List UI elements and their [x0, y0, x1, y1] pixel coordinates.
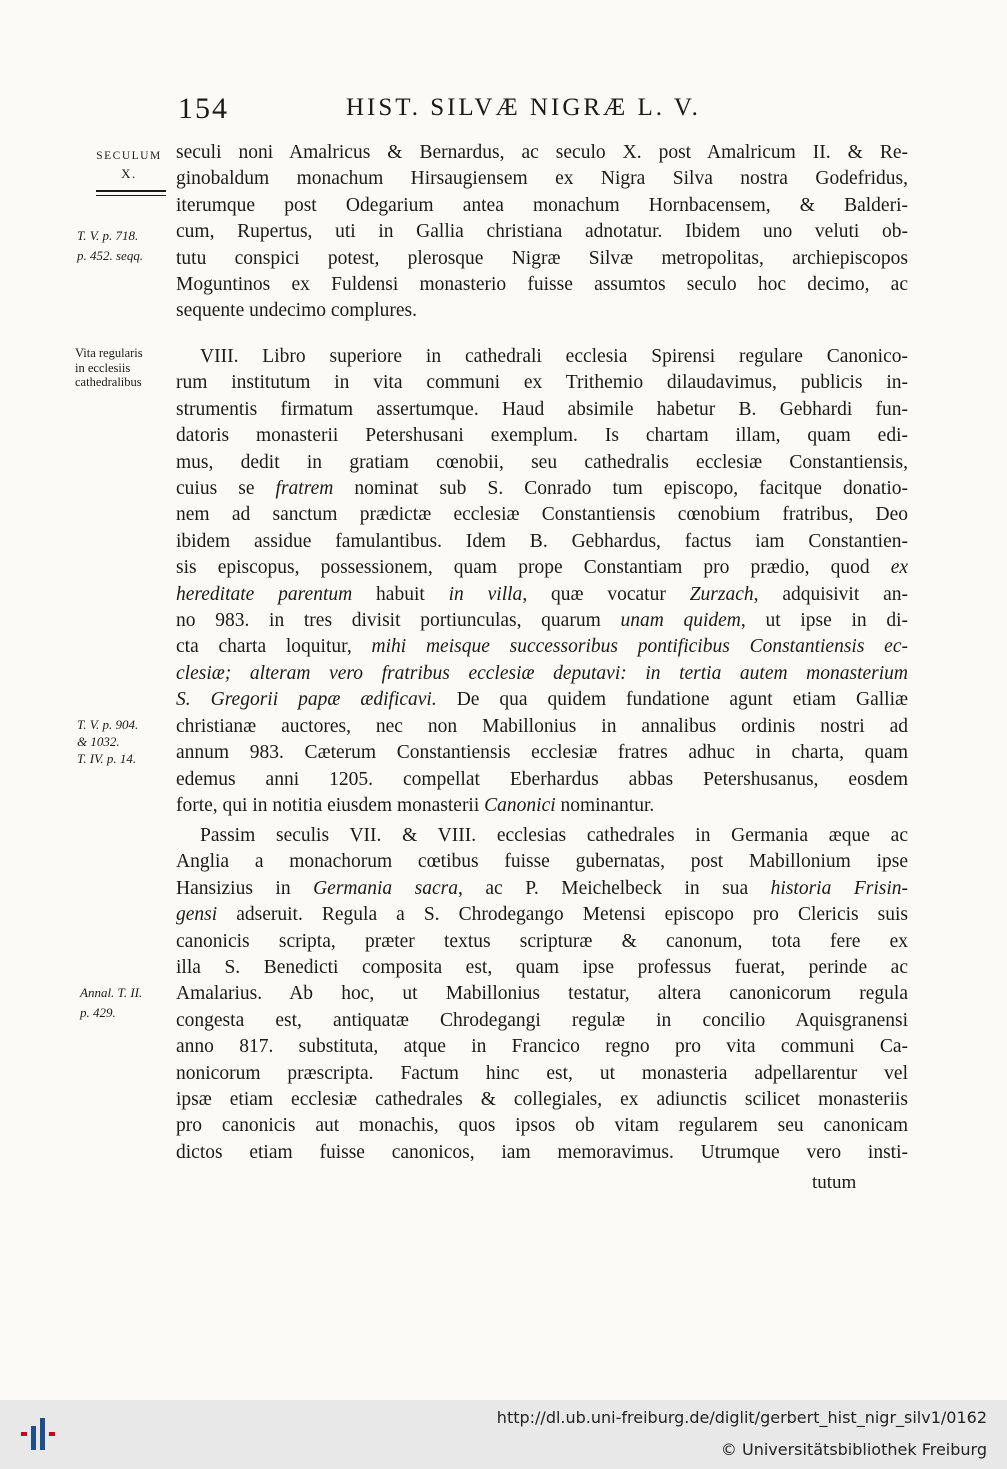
text-run: nominat sub S. Conrado tum episcopo, facitque donatio- — [354, 478, 908, 500]
page-header — [178, 92, 918, 128]
italic-run: historia Frisin- — [770, 877, 909, 899]
text-line — [176, 555, 908, 581]
copyright-text: © Universitätsbibliothek Freiburg — [720, 1440, 987, 1459]
permalink-url[interactable]: http://dl.ub.uni-freiburg.de/diglit/gerbert_hist_nigr_silv1/0162 — [496, 1408, 987, 1427]
text-line: VIII. Libro superiore in cathedrali ecclesia Spirensi regulare Canonico- — [200, 346, 908, 367]
text-line: ibidem assidue famulantibus. Idem B. Gebhardus, factus iam Constantien- — [176, 530, 908, 552]
margin-ref-line: T. V. p. 904. — [77, 717, 139, 732]
ornamental-rule — [96, 190, 166, 196]
text-run: adseruit. Regula a S. Chrodegango Metensi episcopo pro Clericis suis — [236, 904, 909, 926]
text-line: rum institutum in vita communi ex Trithemio dilaudavimus, publicis in- — [176, 372, 908, 394]
text-line — [176, 476, 908, 502]
text-run: , ut ipse in di- — [740, 610, 908, 632]
paragraph-2 — [176, 344, 908, 819]
margin-note-ref-annal — [80, 983, 142, 1023]
text-run: , quæ vocatur — [522, 583, 666, 605]
italic-run: ex — [890, 557, 908, 579]
margin-ref-line: p. 452. seqq. — [77, 248, 144, 263]
paragraph-1 — [176, 140, 908, 325]
text-line: canonicis scripta, præter textus scripturæ & canonum, tota fere ex — [176, 930, 908, 952]
text-run: sis episcopus, possessionem, quam prope Constantiam pro prædio, quod — [176, 557, 870, 579]
margin-note-line: Vita regularis — [75, 346, 143, 360]
margin-ref-line: T. IV. p. 14. — [77, 751, 137, 766]
text-line — [176, 661, 908, 687]
italic-run: Zurzach — [689, 583, 754, 605]
text-run: habuit — [376, 583, 425, 605]
text-line: ipsæ etiam ecclesiæ cathedrales & collegiales, ex adiunctis scilicet monasteriis — [176, 1089, 908, 1111]
margin-ref-line: Annal. T. II. — [80, 985, 143, 1000]
text-run: Hansizius in — [176, 877, 291, 899]
text-line: Amalarius. Ab hoc, ut Mabillonius testatur, altera canonicorum regula — [176, 983, 908, 1005]
text-line: sequente undecimo complures. — [176, 300, 417, 322]
italic-run: Canonici — [484, 794, 556, 816]
text-run: no 983. in tres divisit portiunculas, quarum — [176, 610, 601, 632]
text-line: Moguntinos ex Fuldensi monasterio fuisse assumtos seculo hoc decimo, ac — [176, 274, 908, 296]
text-line: datoris monasterii Petershusani exemplum. Is chartam illam, quam edi- — [176, 425, 908, 447]
text-run: , adquisivit an- — [753, 583, 909, 605]
text-line: strumentis firmatum assertumque. Haud absimile habetur B. Gebhardi fun- — [176, 398, 908, 420]
margin-seculum-label: SECULUM — [96, 150, 162, 162]
paragraph-3 — [176, 823, 908, 1166]
text-line — [176, 687, 908, 713]
catchword: tutum — [812, 1172, 857, 1193]
text-line: nem ad sanctum prædictæ ecclesiæ Constantiensis cœnobium fratribus, Deo — [176, 504, 908, 526]
text-line: anno 817. substituta, atque in Francico regno pro vita communi Ca- — [176, 1036, 908, 1058]
text-line: iterumque post Odegarium antea monachum Hornbacensem, & Balderi- — [176, 194, 908, 216]
text-line — [176, 793, 908, 819]
margin-ref-line: p. 429. — [80, 1005, 116, 1020]
italic-run: S. Gregorii papæ ædificavi. — [176, 689, 437, 711]
margin-ref-line: & 1032. — [77, 734, 120, 749]
text-line: annum 983. Cæterum Constantiensis ecclesiæ fratres adhuc in charta, quam — [176, 742, 908, 764]
text-line: congesta est, antiquatæ Chrodegangi regulæ in concilio Aquisgranensi — [176, 1009, 908, 1031]
text-line: ginobaldum monachum Hirsaugiensem ex Nigra Silva nostra Godefridus, — [176, 168, 908, 190]
running-title: HIST. SILVÆ NIGRÆ L. V. — [346, 94, 701, 121]
italic-run: gensi — [176, 904, 218, 926]
text-line — [176, 876, 908, 902]
text-line: cum, Rupertus, uti in Gallia christiana adnotatur. Ibidem uno veluti ob- — [176, 221, 908, 243]
italic-run: fratrem — [275, 478, 334, 500]
text-line: pro canonicis aut monachis, quos ipsos ob vitam regularem seu canonicam — [176, 1115, 908, 1137]
text-line: Anglia a monachorum cœtibus fuisse gubernatas, post Mabillonium ipse — [176, 851, 908, 873]
text-line: mus, dedit in gratiam cœnobii, seu cathedralis ecclesiæ Constantiensis, — [176, 451, 908, 473]
text-run: , ac P. Meichelbeck in sua — [458, 877, 749, 899]
page-number: 154 — [178, 92, 229, 125]
text-line — [176, 634, 908, 660]
ub-freiburg-logo-icon — [18, 1412, 62, 1456]
margin-note-line: in ecclesiis — [75, 360, 131, 375]
text-line — [176, 582, 908, 608]
text-line: edemus anni 1205. compellat Eberhardus abbas Petershusanus, eosdem — [176, 768, 908, 790]
margin-ref-line: T. V. p. 718. — [77, 228, 139, 243]
text-run: cuius se — [176, 478, 255, 500]
text-line: dictos etiam fuisse canonicos, iam memoravimus. Utrumque vero insti- — [176, 1141, 908, 1163]
text-line: seculi noni Amalricus & Bernardus, ac seculo X. post Amalricum II. & Re- — [176, 142, 908, 163]
text-line — [176, 608, 908, 634]
italic-run: Germania sacra — [313, 877, 459, 899]
footer-bar — [0, 1400, 1007, 1469]
margin-note-line: cathedralibus — [75, 375, 142, 389]
text-run: forte, qui in notitia eiusdem monasterii — [176, 794, 480, 816]
margin-note-vita-regularis — [75, 346, 143, 390]
text-run: nominantur. — [560, 794, 655, 816]
margin-seculum-number: X. — [121, 166, 137, 181]
italic-run: in villa — [448, 583, 523, 605]
text-run: De qua quidem fundatione agunt etiam Galliæ — [456, 689, 908, 711]
italic-run: mihi meisque successoribus pontificibus Constantiensis ec- — [371, 636, 908, 658]
margin-note-ref-tv718 — [77, 226, 143, 266]
italic-run: hereditate parentum — [176, 583, 353, 605]
text-line: nonicorum præscripta. Factum hinc est, ut monasteria adpellarentur vel — [176, 1062, 908, 1084]
text-line: christianæ auctores, nec non Mabillonius in annalibus ordinis nostri ad — [176, 715, 908, 737]
margin-note-seculum — [88, 148, 170, 196]
italic-run: unam quidem — [620, 610, 741, 632]
margin-note-ref-tv904 — [77, 716, 138, 767]
italic-run: clesiæ; alteram vero fratribus ecclesiæ deputavi: in tertia autem monasterium — [176, 662, 908, 684]
text-line — [176, 902, 908, 928]
text-line: tutu conspici potest, plerosque Nigræ Silvæ metropolitas, archiepiscopos — [176, 247, 908, 269]
text-line: Passim seculis VII. & VIII. ecclesias cathedrales in Germania æque ac — [200, 825, 908, 846]
text-line: illa S. Benedicti composita est, quam ipse professus fuerat, perinde ac — [176, 957, 908, 979]
text-run: cta charta loquitur, — [176, 636, 352, 658]
